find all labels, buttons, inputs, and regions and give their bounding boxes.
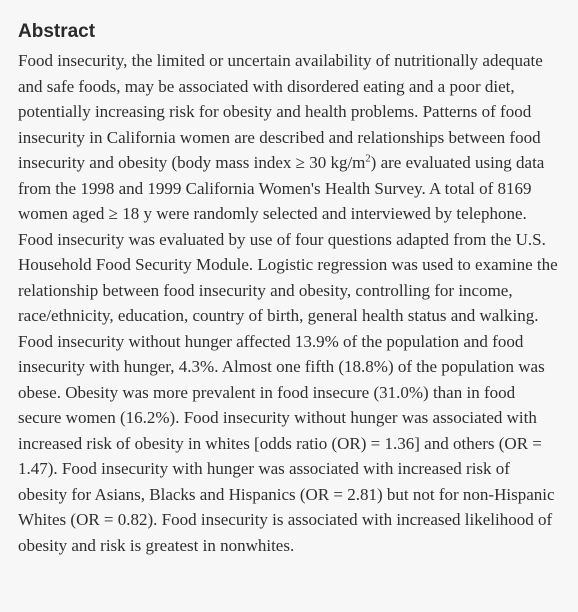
abstract-text-part2: ) are evaluated using data from the 1998 and 1999 California Women's Health Survey. A total of 8169 women aged ≥ 18 y were randomly selected and interviewed by telephone. Food insecurity was evaluated by use of four questions adapted from the U.S. Household Food Security Module. Logistic regression was used to examine the relationship between food insecurity and obesity, controlling for income, race/ethnicity, education, country of birth, general health status and walking. Food insecurity without hunger affected 13.9% of the population and food insecurity with hunger, 4.3%. Almost one fifth (18.8%) of the population was obese. Obesity was more prevalent in food insecure (31.0%) than in food secure women (16.2%). Food insecurity without hunger was associated with increased risk of obesity in whites [odds ratio (OR) = 1.36] and others (OR = 1.47). Food insecurity with hunger was associated with increased risk of obesity for Asians, Blacks and Hispanics (OR = 2.81) but not for non-Hispanic Whites (OR = 0.82). Food insecurity is associated with increased likelihood of obesity and risk is greatest in nonwhites. xyxy=(18,153,558,555)
abstract-text xyxy=(18,48,560,558)
abstract-superscript: 2 xyxy=(365,153,371,165)
abstract-heading: Abstract xyxy=(18,21,96,42)
abstract-text-part1: Food insecurity, the limited or uncertain availability of nutritionally adequate and safe foods, may be associated with disordered eating and a poor diet, potentially increasing risk for obesity and health problems. Patterns of food insecurity in California women are described and relationships between food insecurity and obesity (body mass index ≥ 30 kg/m xyxy=(18,51,543,172)
